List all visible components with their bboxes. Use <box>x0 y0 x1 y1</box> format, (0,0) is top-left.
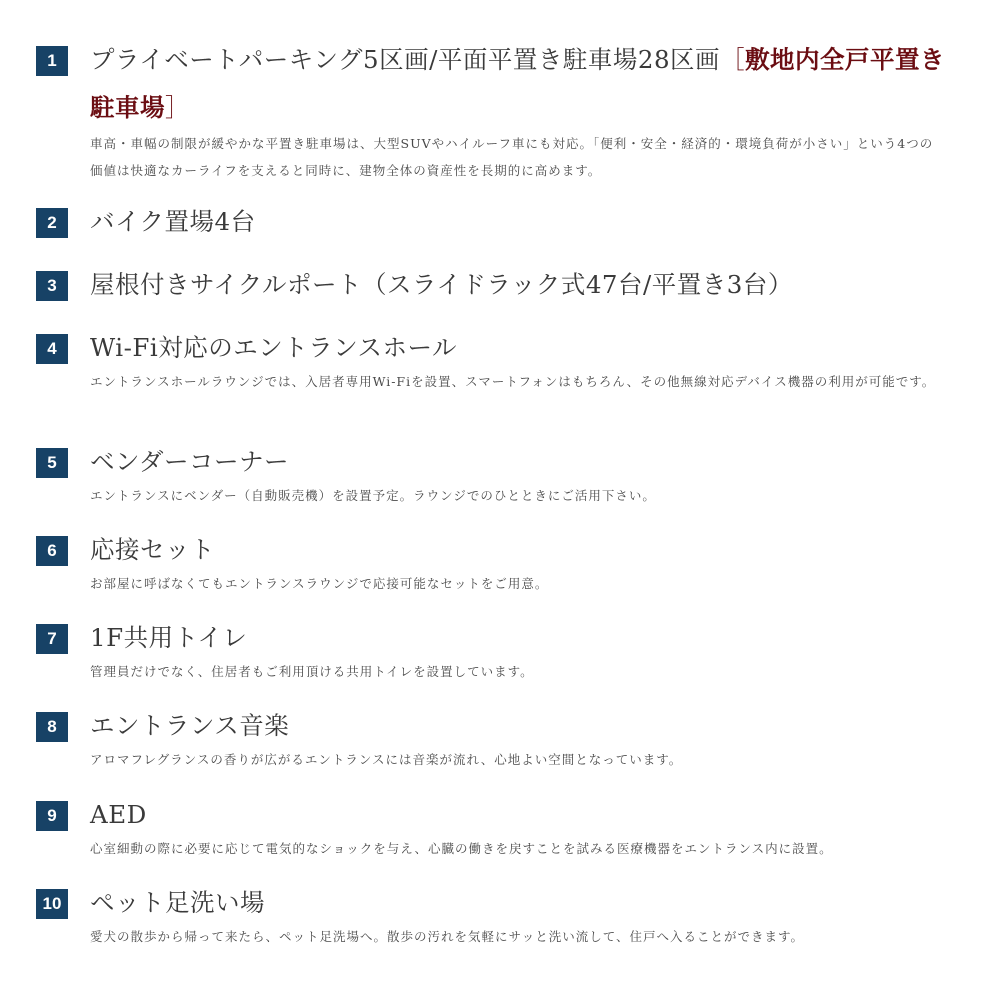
item-description: 心室細動の際に必要に応じて電気的なショックを与え、心臓の働きを戻すことを試みる医療機器をエントランス内に設置。 <box>90 841 833 856</box>
item-title-main: プライベートパーキング5区画/平面平置き駐車場28区画 <box>90 45 721 74</box>
item-title-bracket-open: ［ <box>720 45 746 74</box>
item-number-badge: 9 <box>36 801 68 831</box>
item-title: バイク置場4台 <box>90 207 256 236</box>
item-description: お部屋に呼ばなくてもエントランスラウンジで応接可能なセットをご用意。 <box>90 576 549 591</box>
item-title: ペット足洗い場 <box>90 888 265 917</box>
item-number-badge: 1 <box>36 46 68 76</box>
item-title: 屋根付きサイクルポート（スライドラック式47台/平置き3台） <box>90 270 793 299</box>
item-number-badge: 4 <box>36 334 68 364</box>
item-title: エントランス音楽 <box>90 711 290 740</box>
item-title <box>90 36 950 132</box>
item-number-badge: 5 <box>36 448 68 478</box>
item-title-bracket-close: ］ <box>165 93 190 122</box>
item-title: ベンダーコーナー <box>90 447 290 476</box>
item-description: 管理員だけでなく、住居者もご利用頂ける共用トイレを設置しています。 <box>90 664 534 679</box>
item-title: AED <box>90 800 147 829</box>
item-number-badge: 8 <box>36 712 68 742</box>
item-title: 応接セット <box>90 535 215 564</box>
item-number-badge: 3 <box>36 271 68 301</box>
item-description: エントランスにベンダー（自動販売機）を設置予定。ラウンジでのひとときにご活用下さい。 <box>90 488 656 503</box>
item-description: 愛犬の散歩から帰って来たら、ペット足洗場へ。散歩の汚れを気軽にサッと洗い流して、住戸へ入ることができます。 <box>90 929 805 944</box>
item-title: 1F共用トイレ <box>90 623 248 652</box>
item-title: Wi-Fi対応のエントランスホール <box>90 333 457 362</box>
item-number-badge: 6 <box>36 536 68 566</box>
item-description: エントランスホールラウンジでは、入居者専用Wi-Fiを設置、スマートフォンはもちろん、その他無線対応デバイス機器の利用が可能です。 <box>90 374 936 389</box>
item-number-badge: 10 <box>36 889 68 919</box>
item-number-badge: 2 <box>36 208 68 238</box>
item-number-badge: 7 <box>36 624 68 654</box>
item-title-emphasis: 敷地内全戸平置き駐車場 <box>90 45 946 122</box>
item-description: 車高・車幅の制限が緩やかな平置き駐車場は、大型SUVやハイルーフ車にも対応。「便利・安全・経済的・環境負荷が小さい」という4つの価値は快適なカーライフを支えると同時に、建物全体の資産性を長期的に高めます。 <box>90 136 934 178</box>
item-description: アロマフレグランスの香りが広がるエントランスには音楽が流れ、心地よい空間となっています。 <box>90 752 683 767</box>
